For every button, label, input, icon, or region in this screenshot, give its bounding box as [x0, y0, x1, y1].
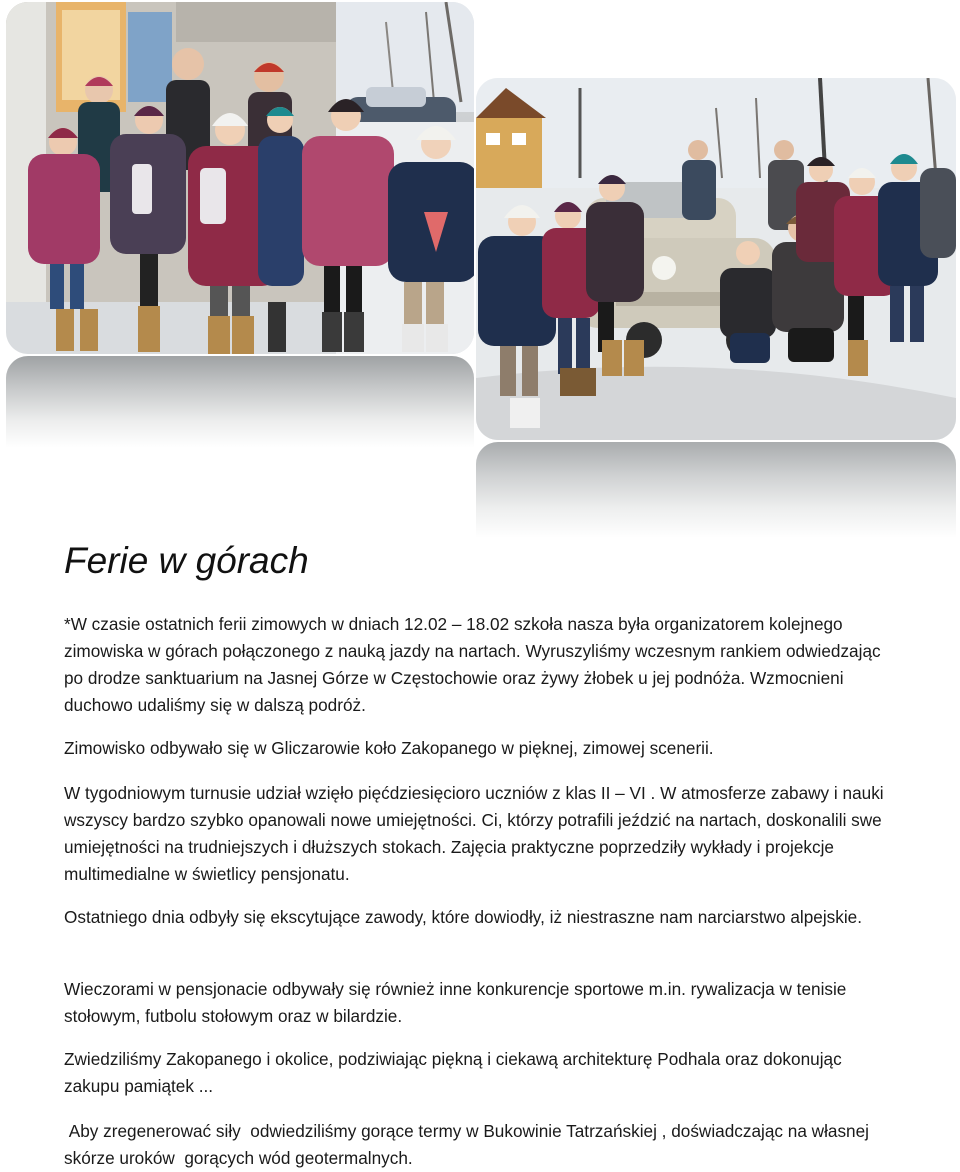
article-title: Ferie w górach	[64, 540, 309, 581]
photo-right-illustration	[476, 78, 956, 440]
photo-right-reflection	[476, 442, 956, 538]
paragraph-location: Zimowisko odbywało się w Gliczarowie koło Zakopanego w pięknej, zimowej scenerii.	[64, 738, 714, 758]
paragraph-evenings: Wieczorami w pensjonacie odbywały się również inne konkurencje sportowe m.in. rywalizacja w tenisie stołowym, futbolu stołowym oraz w bilardzie.	[64, 979, 847, 1026]
paragraph-thermal-baths: Aby zregenerować siły odwiedziliśmy gorące termy w Bukowinie Tatrzańskiej , doświadczając na własnej skórze uroków gorących wód geotermalnych.	[64, 1121, 874, 1168]
paragraph-sightseeing: Zwiedziliśmy Zakopanego i okolice, podziwiając piękną i ciekawą architekturę Podhala oraz dokonując zakupu pamiątek ...	[64, 1049, 842, 1096]
photo-left-reflection	[6, 356, 474, 448]
paragraph-competition: Ostatniego dnia odbyły się ekscytujące zawody, które dowiodły, iż niestraszne nam narciarstwo alpejskie.	[64, 907, 863, 927]
photo-children-group-left	[6, 2, 474, 354]
paragraph-intro: *W czasie ostatnich ferii zimowych w dniach 12.02 – 18.02 szkoła nasza była organizatorem kolejnego zimowiska w górach połączonego z nauką jazdy na nartach. Wyruszyliśmy wczesnym rankiem odwiedzając po drodze sanktuarium na Jasnej Górze w Częstochowie oraz żywy żłobek u jej podnóża. Wzmocnieni duchowo udaliśmy się w dalszą podróż.	[64, 614, 881, 715]
paragraph-turnus: W tygodniowym turnusie udział wzięło pięćdziesięcioro uczniów z klas II – VI . W atmosferze zabawy i nauki wszyscy bardzo szybko opanowali nowe umiejętności. Ci, którzy potrafili jeździć na nartach, doskonalili swe umiejętności na trudniejszych i dłuższych stokach. Zajęcia praktyczne poprzedziły wykłady i projekcje multimedialne w świetlicy pensjonatu.	[64, 783, 884, 884]
photo-children-with-car-right	[476, 78, 956, 440]
photo-left-illustration	[6, 2, 474, 354]
